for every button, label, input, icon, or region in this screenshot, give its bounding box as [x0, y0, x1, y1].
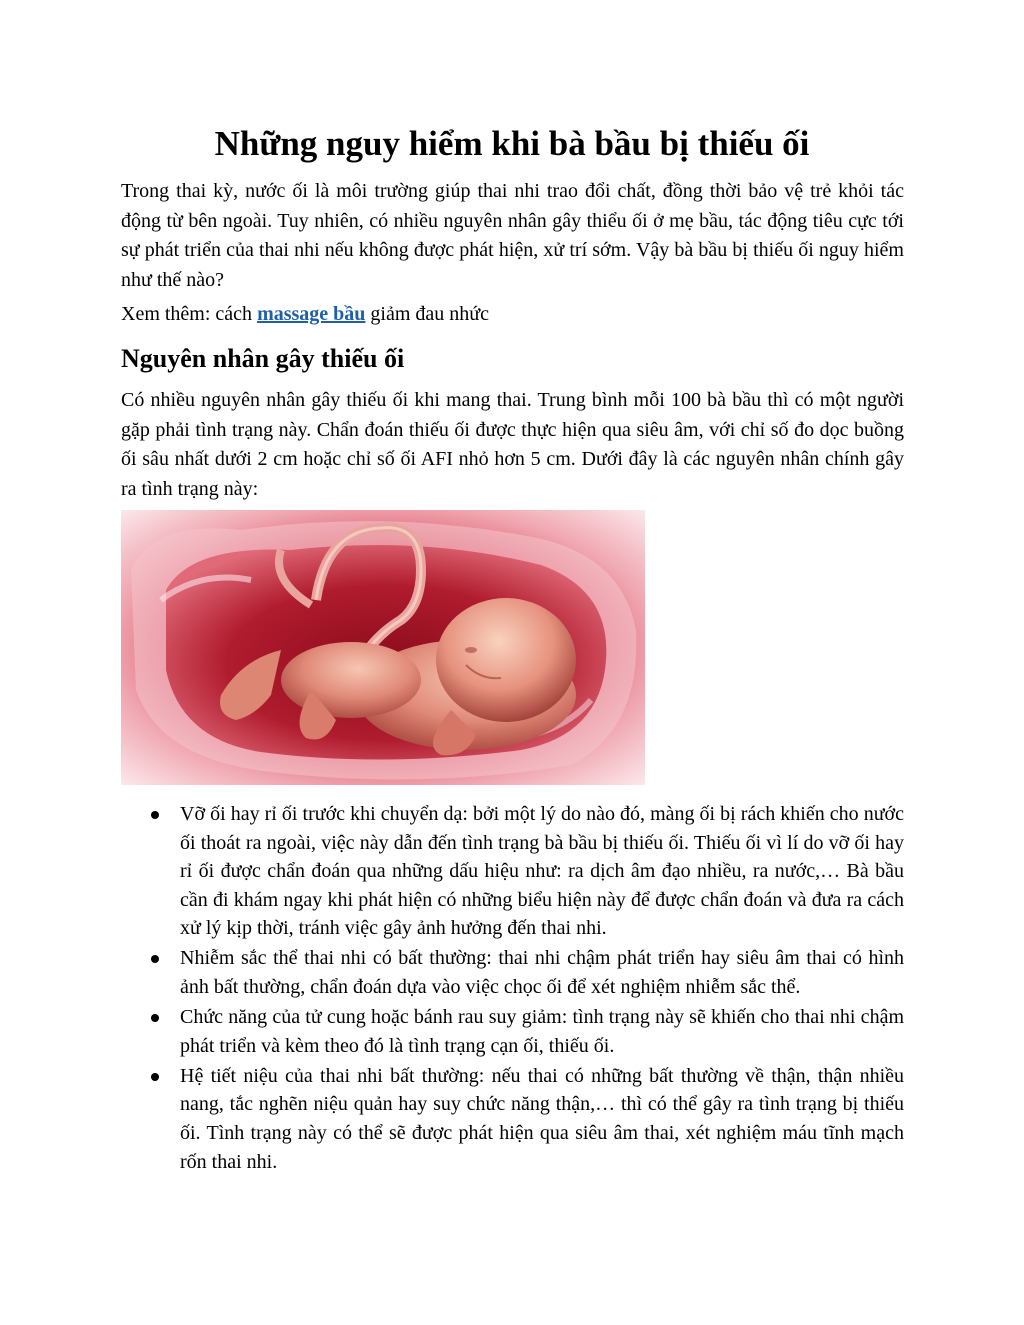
massage-bau-link[interactable]: massage bầu	[257, 303, 366, 325]
bullet-marker	[151, 955, 159, 963]
fetus-in-womb-image	[121, 510, 645, 785]
list-item-text: Vỡ ối hay rỉ ối trước khi chuyển dạ: bởi một lý do nào đó, màng ối bị rách khiến cho nước ối thoát ra ngoài, việc này dẫn đến tình trạng bà bầu bị thiếu ối. Thiếu ối vì lí do vỡ ối hay rỉ ối được chẩn đoán qua những dấu hiệu như: ra dịch âm đạo nhiều, ra nước,… Bà bầu cần đi khám ngay khi phát hiện có những biểu hiện này để được chẩn đoán và đưa ra cách xử lý kịp thời, tránh việc gây ảnh hưởng đến thai nhi.	[180, 803, 904, 940]
intro-paragraph: Trong thai kỳ, nước ối là môi trường giúp thai nhi trao đổi chất, đồng thời bảo vệ trẻ khỏi tác động từ bên ngoài. Tuy nhiên, có nhiều nguyên nhân gây thiểu ối ở mẹ bầu, tác động tiêu cực tới sự phát triển của thai nhi nếu không được phát hiện, xử trí sớm. Vậy bà bầu bị thiếu ối nguy hiểm như thế nào?	[121, 180, 904, 291]
bullet-marker	[151, 1014, 159, 1022]
list-item	[180, 1003, 904, 1060]
bullet-marker	[151, 811, 159, 819]
list-item	[180, 1062, 904, 1176]
page-title: Những nguy hiểm khi bà bầu bị thiếu ối	[214, 124, 810, 163]
list-item-text: Chức năng của tử cung hoặc bánh rau suy giảm: tình trạng này sẽ khiến cho thai nhi chậm phát triển và kèm theo đó là tình trạng cạn ối, thiếu ối.	[180, 1006, 904, 1057]
section-paragraph: Có nhiều nguyên nhân gây thiếu ối khi mang thai. Trung bình mỗi 100 bà bầu thì có một người gặp phải tình trạng này. Chẩn đoán thiếu ối được thực hiện qua siêu âm, với chỉ số đo dọc buồng ối sâu nhất dưới 2 cm hoặc chỉ số ối AFI nhỏ hơn 5 cm. Dưới đây là các nguyên nhân chính gây ra tình trạng này:	[121, 389, 904, 500]
list-item-text: Nhiễm sắc thể thai nhi có bất thường: thai nhi chậm phát triển hay siêu âm thai có hình ảnh bất thường, chẩn đoán dựa vào việc chọc ối để xét nghiệm nhiễm sắc thể.	[180, 947, 904, 999]
see-also-prefix: Xem thêm: cách	[121, 303, 258, 325]
see-also-suffix: giảm đau nhức	[365, 303, 490, 325]
list-item-text: Hệ tiết niệu của thai nhi bất thường: nếu thai có những bất thường về thận, thận nhiều nang, tắc nghẽn niệu quản hay suy chức năng thận,… thì có thể gây ra tình trạng bị thiếu ối. Tình trạng này có thể sẽ được phát hiện qua siêu âm thai, xét nghiệm máu tĩnh mạch rốn thai nhi.	[180, 1064, 904, 1173]
list-item	[180, 944, 904, 1001]
section-heading: Nguyên nhân gây thiếu ối	[121, 344, 405, 373]
see-also-line	[121, 300, 904, 330]
causes-list	[180, 800, 904, 1178]
list-item	[180, 800, 904, 943]
bullet-marker	[151, 1073, 159, 1081]
